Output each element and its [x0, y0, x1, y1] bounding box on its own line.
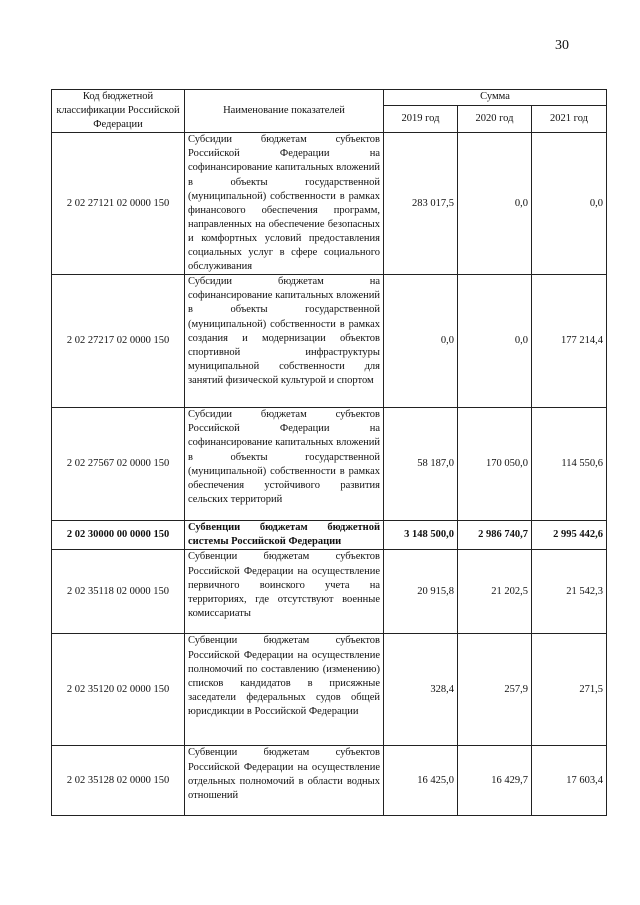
table-row	[52, 634, 607, 746]
row-code: 2 02 35120 02 0000 150	[52, 634, 185, 746]
value-2021: 0,0	[532, 133, 607, 275]
value-2020: 170 050,0	[458, 408, 532, 521]
header-year-2019: 2019 год	[384, 105, 458, 133]
value-2019: 0,0	[384, 275, 458, 408]
header-name: Наименование показателей	[185, 90, 384, 133]
row-name: Субвенции бюджетам субъектов Российской Федерации на осуществление первичного воинского учета на территориях, где отсутствуют военные комиссариаты	[185, 550, 384, 634]
table-row	[52, 746, 607, 816]
table-row	[52, 550, 607, 634]
header-sum: Сумма	[384, 90, 607, 106]
row-name: Субвенции бюджетам субъектов Российской Федерации на осуществление отдельных полномочий в области водных отношений	[185, 746, 384, 816]
row-name: Субсидии бюджетам на софинансирование капитальных вложений в объекты государственной (муниципальной) собственности в рамках создания и модернизации объектов спортивной инфраструктуры муниципальной собственности для занятий физической культурой и спортом	[185, 275, 384, 408]
header-year-2021: 2021 год	[532, 105, 607, 133]
row-code: 2 02 27567 02 0000 150	[52, 408, 185, 521]
value-2020: 16 429,7	[458, 746, 532, 816]
header-year-2020: 2020 год	[458, 105, 532, 133]
value-2019: 58 187,0	[384, 408, 458, 521]
value-2019: 16 425,0	[384, 746, 458, 816]
table-row-total	[52, 521, 607, 550]
value-2020: 0,0	[458, 275, 532, 408]
page-number: 30	[555, 38, 569, 53]
row-code: 2 02 30000 00 0000 150	[52, 521, 185, 550]
budget-table	[51, 89, 607, 816]
value-2019: 20 915,8	[384, 550, 458, 634]
value-2021: 114 550,6	[532, 408, 607, 521]
row-code: 2 02 27217 02 0000 150	[52, 275, 185, 408]
value-2020: 2 986 740,7	[458, 521, 532, 550]
value-2021: 271,5	[532, 634, 607, 746]
value-2020: 257,9	[458, 634, 532, 746]
row-name: Субсидии бюджетам субъектов Российской Федерации на софинансирование капитальных вложений в объекты государственной (муниципальной) собственности в рамках обеспечения устойчивого развития сельских территорий	[185, 408, 384, 521]
row-name: Субвенции бюджетам бюджетной системы Российской Федерации	[185, 521, 384, 550]
row-code: 2 02 27121 02 0000 150	[52, 133, 185, 275]
value-2019: 328,4	[384, 634, 458, 746]
value-2019: 3 148 500,0	[384, 521, 458, 550]
value-2021: 17 603,4	[532, 746, 607, 816]
row-name: Субвенции бюджетам субъектов Российской Федерации на осуществление полномочий по составлению (изменению) списков кандидатов в присяжные заседатели федеральных судов общей юрисдикции в Российской Федерации	[185, 634, 384, 746]
value-2019: 283 017,5	[384, 133, 458, 275]
value-2020: 0,0	[458, 133, 532, 275]
table-row	[52, 275, 607, 408]
value-2020: 21 202,5	[458, 550, 532, 634]
table-row	[52, 133, 607, 275]
header-code: Код бюджетной классификации Российской Федерации	[52, 90, 185, 133]
row-code: 2 02 35118 02 0000 150	[52, 550, 185, 634]
value-2021: 21 542,3	[532, 550, 607, 634]
row-code: 2 02 35128 02 0000 150	[52, 746, 185, 816]
row-name: Субсидии бюджетам субъектов Российской Федерации на софинансирование капитальных вложений в объекты государственной (муниципальной) собственности в рамках финансового обеспечения программ, направленных на обеспечение безопасных и комфортных условий предоставления социальных услуг в сфере социального обслуживания	[185, 133, 384, 275]
value-2021: 177 214,4	[532, 275, 607, 408]
value-2021: 2 995 442,6	[532, 521, 607, 550]
table-row	[52, 408, 607, 521]
